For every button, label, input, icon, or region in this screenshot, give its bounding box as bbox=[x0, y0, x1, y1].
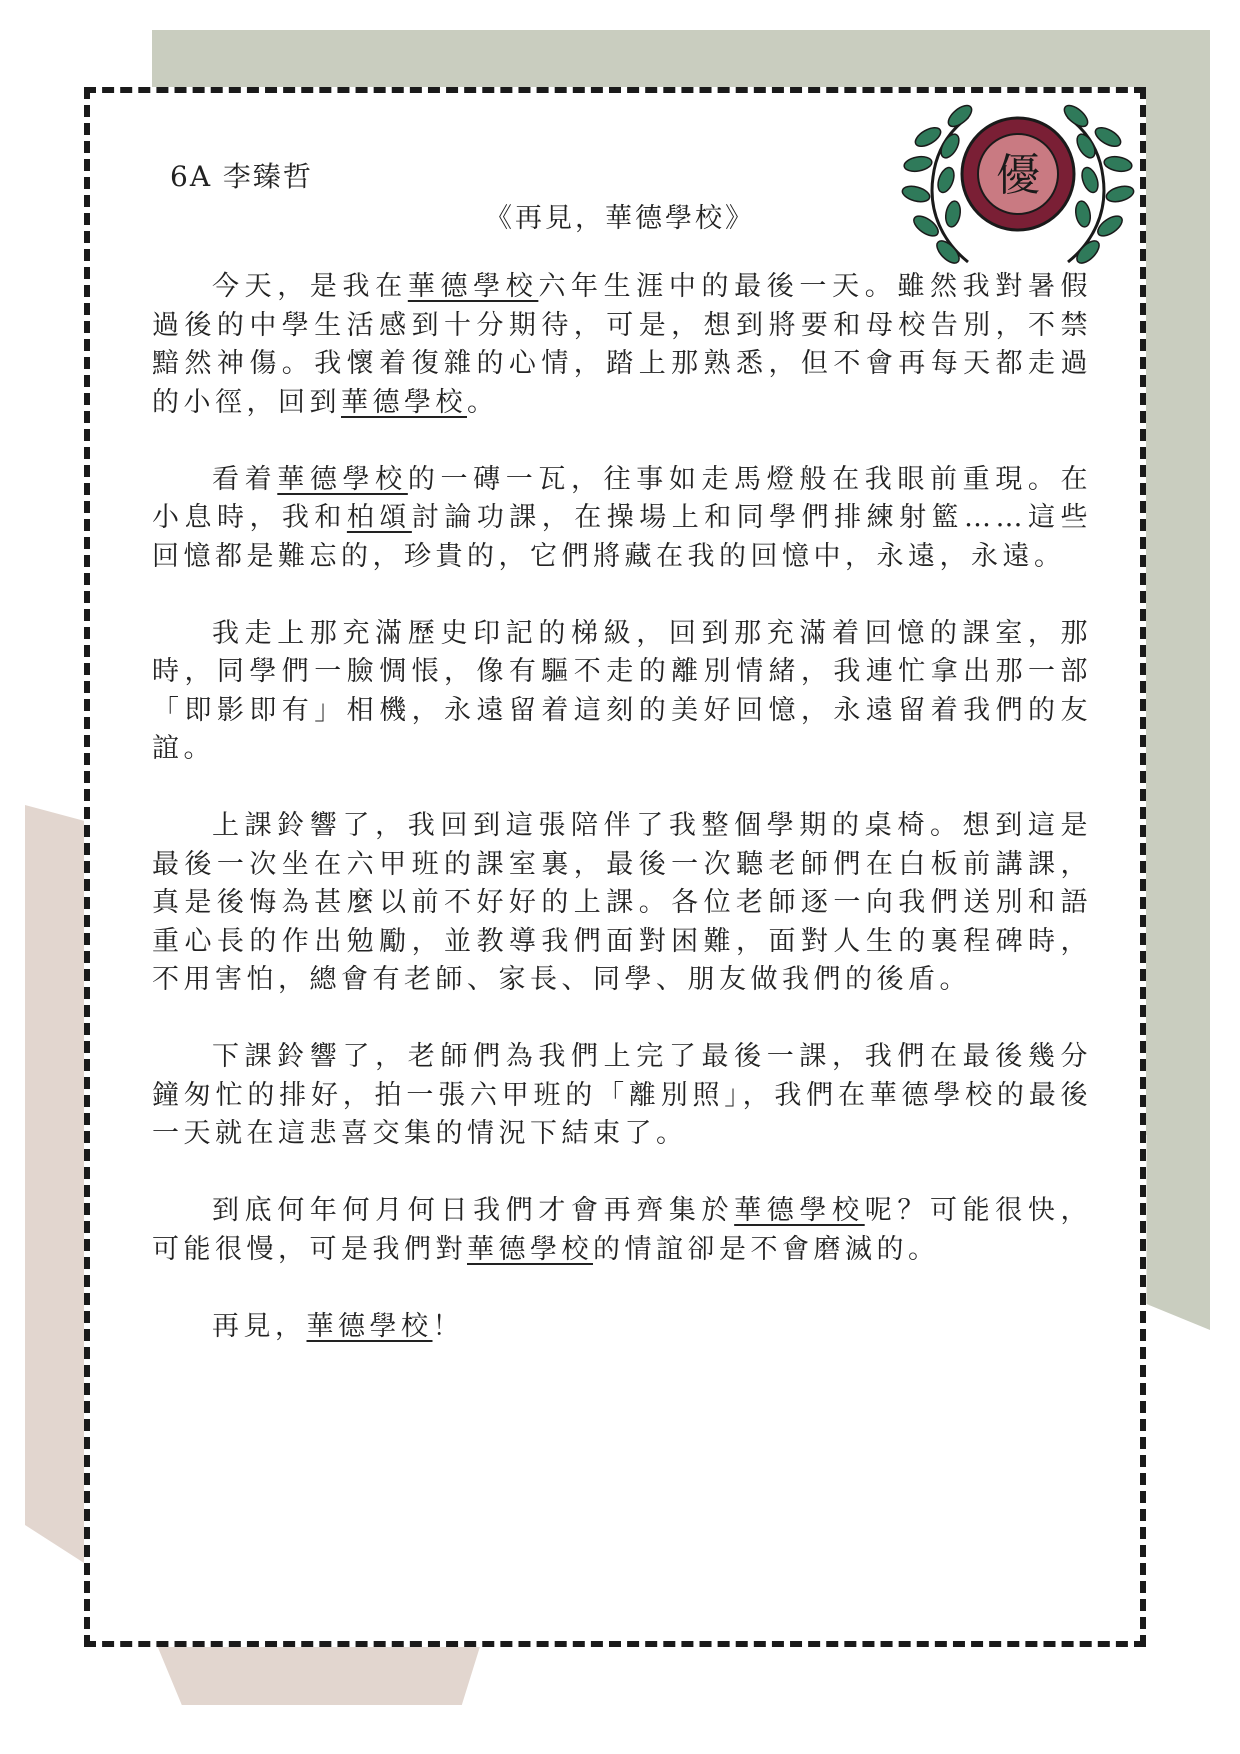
p6-text-c: 呢？可能很快，可能很慢，可是我們對 bbox=[152, 1195, 1093, 1265]
p1-text-c: 六年生涯中的最後一天。雖然我對暑假過後的中學生活感到十分期待，可是，想到將要和母校告別，不禁黯然神傷。我懷着復雜的心情，踏上那熟悉，但不會再每天都走過的小徑，回到 bbox=[152, 271, 1093, 418]
badge-char: 優 bbox=[996, 150, 1040, 201]
paragraph-5: 下課鈴響了，老師們為我們上完了最後一課，我們在最後幾分鐘匆忙的排好，拍一張六甲班的「離別照」，我們在華德學校的最後一天就在這悲喜交集的情況下結束了。 bbox=[152, 1041, 1092, 1149]
paragraph-1 bbox=[152, 268, 1092, 422]
p7-text-a: 再見， bbox=[212, 1310, 307, 1342]
p1-school-name-2: 華德學校 bbox=[341, 386, 467, 418]
p1-text-e: 。 bbox=[467, 386, 499, 418]
essay-body bbox=[152, 268, 1092, 1385]
p6-text-a: 到底何年何月何日我們才會再齊集於 bbox=[212, 1195, 735, 1226]
paragraph-3: 我走上那充滿歷史印記的梯級，回到那充滿着回憶的課室，那時，同學們一臉惆悵，像有驅不走的離別情緒，我連忙拿出那一部「即影即有」相機，永遠留着這刻的美好回憶，永遠留着我們的友誼。 bbox=[152, 617, 1092, 764]
p2-school-name: 華德學校 bbox=[277, 463, 408, 495]
p1-school-name: 華德學校 bbox=[407, 271, 539, 302]
essay-title: 《再見，華德學校》 bbox=[485, 203, 755, 234]
p6-school-name-2: 華德學校 bbox=[467, 1233, 593, 1265]
paragraph-7 bbox=[152, 1308, 1092, 1347]
p6-text-e: 的情誼卻是不會磨滅的。 bbox=[593, 1233, 940, 1265]
p2-friend-name: 柏頌 bbox=[346, 502, 412, 533]
p2-text-a: 看着 bbox=[212, 463, 278, 495]
paragraph-4: 上課鈴響了，我回到這張陪伴了我整個學期的桌椅。想到這是最後一次坐在六甲班的課室裏，最後一次聽老師們在白板前講課，真是後悔為甚麼以前不好好的上課。各位老師逐一向我們送別和語重心長的作出勉勵，並教導我們面對困難，面對人生的裏程碑時，不用害怕，總會有老師、家長、同學、朋友做我們的後盾。 bbox=[152, 810, 1092, 995]
p7-text-c: ！ bbox=[432, 1310, 464, 1342]
p6-school-name: 華德學校 bbox=[734, 1195, 865, 1226]
p7-school-name: 華德學校 bbox=[306, 1310, 433, 1342]
paragraph-6 bbox=[152, 1192, 1092, 1269]
excellent-badge-icon bbox=[898, 102, 1138, 272]
p2-text-c: 的一磚一瓦，往事如走馬燈般在我眼前重現。在小息時，我和 bbox=[152, 463, 1093, 533]
p1-text-a: 今天，是我在 bbox=[212, 271, 408, 302]
author-line: 6A 李臻哲 bbox=[170, 160, 313, 193]
paragraph-2 bbox=[152, 461, 1092, 577]
p2-text-e: 討論功課，在操場上和同學們排練射籃……這些回憶都是難忘的，珍貴的，它們將藏在我的回憶中，永遠，永遠。 bbox=[152, 502, 1093, 572]
